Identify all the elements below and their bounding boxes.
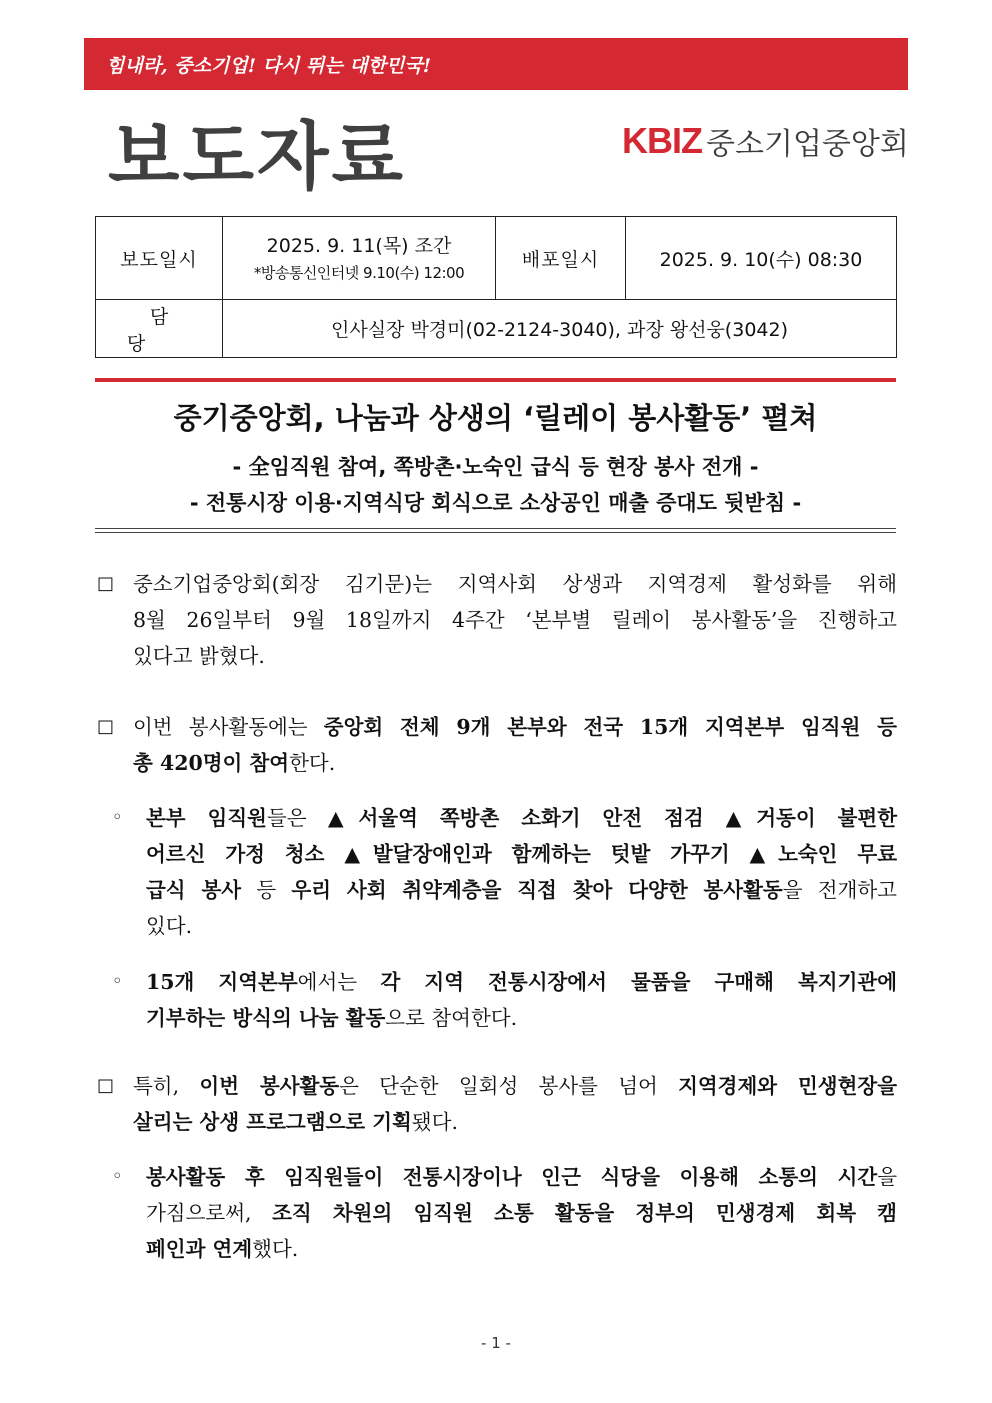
p3-text: 등 xyxy=(241,878,292,902)
p1-line-2: 8월 26일부터 9월 18일까지 4주간 ‘본부별 릴레이 봉사활동’을 진행하고 xyxy=(133,608,897,632)
p4-emphasis: 기부하는 방식의 나눔 활동 xyxy=(146,1006,386,1030)
p3-emphasis: 어르신 가정 청소 ▲발달장애인과 함께하는 텃밭 가꾸기 ▲노숙인 무료 xyxy=(146,842,897,866)
p6-line-3 xyxy=(146,1231,897,1267)
p5-emphasis: 이번 봉사활동 xyxy=(199,1074,340,1098)
headline-title: 중기중앙회, 나눔과 상생의 ‘릴레이 봉사활동’ 펼쳐 xyxy=(173,401,818,435)
p3-emphasis: 우리 사회 취약계층을 직접 찾아 다양한 봉사활동 xyxy=(291,878,783,902)
p6-line-2 xyxy=(146,1195,897,1231)
p5-emphasis: 살리는 상생 프로그램으로 기획 xyxy=(133,1110,412,1134)
p4-text: 에서는 xyxy=(297,970,381,994)
p2-line-1 xyxy=(133,709,897,745)
p1-line-3: 있다고 밝혔다. xyxy=(133,644,265,668)
p3-line-3 xyxy=(146,872,897,908)
circle-bullet: ◦ xyxy=(112,971,123,992)
p3-emphasis: 급식 봉사 xyxy=(146,878,242,902)
p4-text: 으로 참여한다. xyxy=(385,1006,518,1030)
contact-value: 인사실장 박경미(02-2124-3040), 과장 왕선웅(3042) xyxy=(223,300,897,358)
p4-line-1 xyxy=(146,964,897,1000)
headline-divider xyxy=(95,528,896,533)
slogan-banner xyxy=(84,38,908,90)
subheadline-1: - 全임직원 참여, 쪽방촌·노숙인 급식 등 현장 봉사 전개 - xyxy=(232,455,759,479)
p6-emphasis: 페인과 연계 xyxy=(146,1237,253,1261)
distribute-date-value: 2025. 9. 10(수) 08:30 xyxy=(626,217,897,300)
paragraph-2 xyxy=(97,709,897,781)
release-date-label: 보도일시 xyxy=(96,217,223,300)
p6-text: 했다. xyxy=(252,1237,299,1261)
p3-emphasis: ▲서울역 쪽방촌 소화기 안전 점검 ▲거동이 불편한 xyxy=(327,806,898,830)
p5-text: 특히, xyxy=(133,1074,200,1098)
p4-emphasis: 각 지역 전통시장에서 물품을 구매해 복지기관에 xyxy=(380,970,897,994)
contact-label: 담당 xyxy=(96,300,223,358)
p5-line-1 xyxy=(133,1068,897,1104)
header-divider xyxy=(95,378,896,382)
p6-emphasis: 조직 차원의 임직원 소통 활동을 정부의 민생경제 회복 캠 xyxy=(272,1201,897,1225)
logo-name: 중소기업중앙회 xyxy=(706,127,909,162)
p3-line-2 xyxy=(146,836,897,872)
paragraph-4 xyxy=(112,964,897,1036)
p6-text: 가짐으로써, xyxy=(146,1201,273,1225)
broadcast-embargo: *방송통신인터넷 9.10(수) 12:00 xyxy=(253,264,465,282)
p5-emphasis: 지역경제와 민생현장을 xyxy=(678,1074,897,1098)
p4-emphasis: 15개 지역본부 xyxy=(146,970,298,994)
p1-line-1: 중소기업중앙회(회장 김기문)는 지역사회 상생과 지역경제 활성화를 위해 xyxy=(133,572,897,596)
p2-line-2 xyxy=(133,745,897,781)
square-bullet: □ xyxy=(97,1075,115,1096)
p2-text: 한다. xyxy=(289,751,336,775)
p3-line-4: 있다. xyxy=(146,914,193,938)
p2-emphasis: 총 420명이 참여 xyxy=(133,751,290,775)
paragraph-3 xyxy=(112,800,898,944)
circle-bullet: ◦ xyxy=(112,807,123,828)
distribute-date-label: 배포일시 xyxy=(496,217,626,300)
p3-line-1 xyxy=(146,800,897,836)
release-date-value: 2025. 9. 11(목) 조간 xyxy=(266,235,452,257)
p2-emphasis: 중앙회 전체 9개 본부와 전국 15개 지역본부 임직원 등 xyxy=(323,715,897,739)
p2-text: 이번 봉사활동에는 xyxy=(133,715,324,739)
banner-slogan: 힘내라, 중소기업! 다시 뛰는 대한민국! xyxy=(106,55,432,77)
p5-line-2 xyxy=(133,1104,897,1140)
paragraph-5 xyxy=(97,1068,897,1140)
paragraph-1 xyxy=(97,566,897,674)
paragraph-6 xyxy=(112,1159,897,1267)
press-release-title: 보도자료 xyxy=(108,114,406,200)
p3-text: 들은 xyxy=(266,806,328,830)
subheadline-2: - 전통시장 이용·지역식당 회식으로 소상공인 매출 증대도 뒷받침 - xyxy=(189,491,802,515)
circle-bullet: ◦ xyxy=(112,1166,123,1187)
p4-line-2 xyxy=(146,1000,897,1036)
kbiz-logo xyxy=(622,118,909,164)
p5-text: 됐다. xyxy=(411,1110,458,1134)
p6-text: 을 xyxy=(877,1165,897,1189)
p6-line-1 xyxy=(146,1159,897,1195)
square-bullet: □ xyxy=(97,716,115,737)
square-bullet: □ xyxy=(97,573,115,594)
release-info-table xyxy=(95,216,897,358)
p6-emphasis: 봉사활동 후 임직원들이 전통시장이나 인근 식당을 이용해 소통의 시간 xyxy=(146,1165,878,1189)
p5-text: 은 단순한 일회성 봉사를 넘어 xyxy=(339,1074,679,1098)
page-number: - 1 - xyxy=(481,1334,511,1352)
logo-mark: KBIZ xyxy=(622,120,702,161)
p3-emphasis: 본부 임직원 xyxy=(146,806,267,830)
release-date-cell xyxy=(223,217,496,300)
p3-text: 을 전개하고 xyxy=(782,878,897,902)
